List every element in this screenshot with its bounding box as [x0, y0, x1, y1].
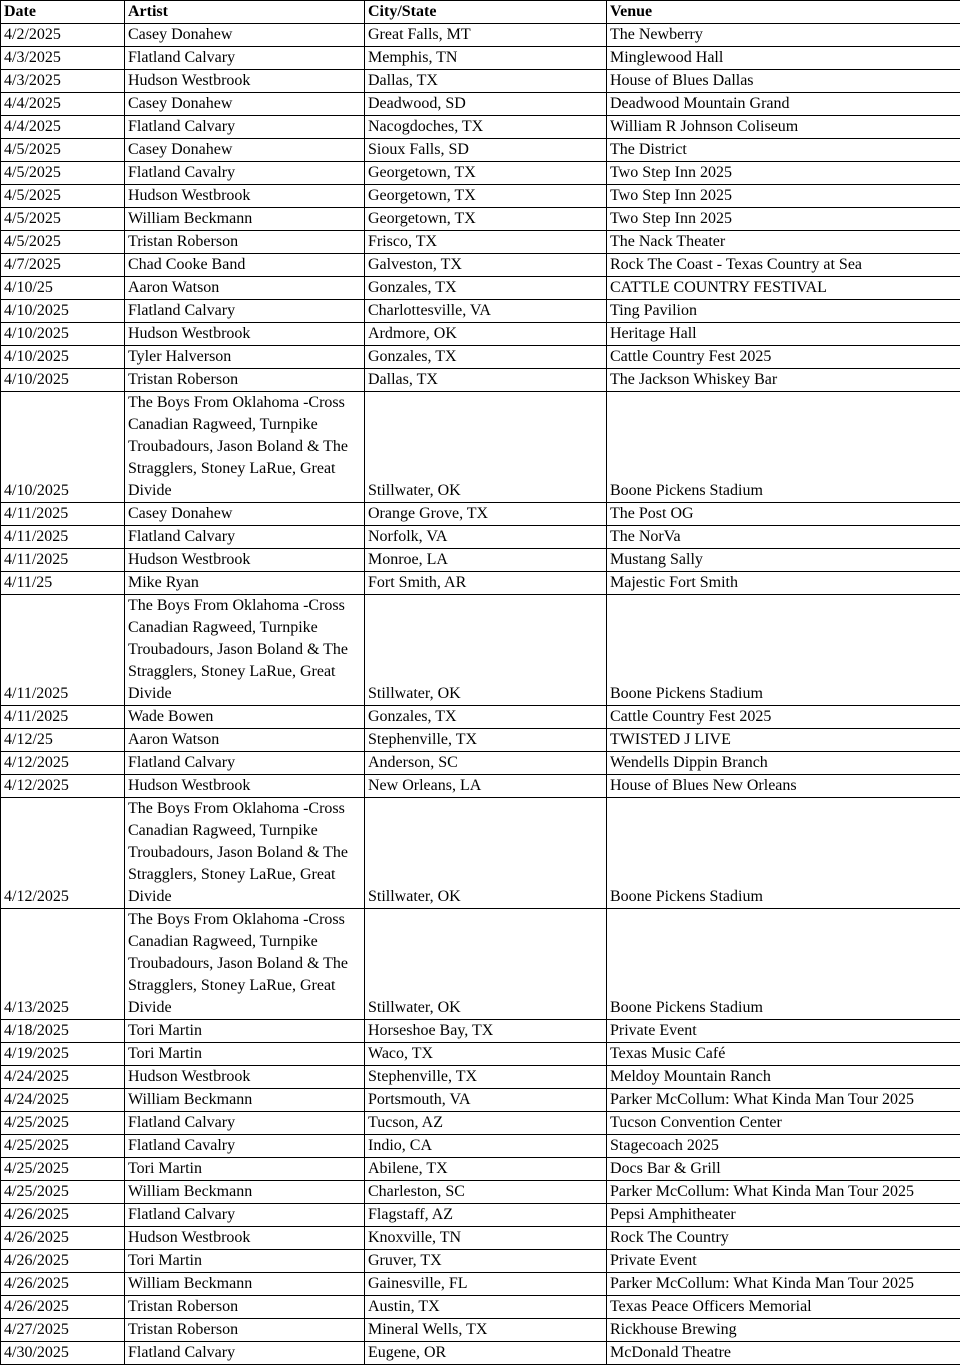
table-row — [1, 1158, 960, 1181]
cell-city-state: Indio, CA — [365, 1135, 607, 1158]
cell-date: 4/26/2025 — [1, 1227, 125, 1250]
cell-date: 4/13/2025 — [1, 909, 125, 1020]
cell-city-state: Anderson, SC — [365, 752, 607, 775]
cell-artist: Tristan Roberson — [125, 231, 365, 254]
cell-venue: Boone Pickens Stadium — [607, 909, 960, 1020]
cell-artist: Hudson Westbrook — [125, 1066, 365, 1089]
cell-date: 4/5/2025 — [1, 185, 125, 208]
table-row — [1, 1250, 960, 1273]
table-row — [1, 503, 960, 526]
table-row — [1, 752, 960, 775]
cell-date: 4/3/2025 — [1, 47, 125, 70]
cell-city-state: Gonzales, TX — [365, 346, 607, 369]
table-row — [1, 1066, 960, 1089]
cell-artist: The Boys From Oklahoma -Cross Canadian Ragweed, Turnpike Troubadours, Jason Boland & The Stragglers, Stoney LaRue, Great Divide — [125, 909, 365, 1020]
cell-artist: Tristan Roberson — [125, 1296, 365, 1319]
table-row — [1, 1342, 960, 1365]
table-row — [1, 526, 960, 549]
cell-city-state: Mineral Wells, TX — [365, 1319, 607, 1342]
cell-artist: Flatland Cavalry — [125, 1135, 365, 1158]
cell-city-state: Flagstaff, AZ — [365, 1204, 607, 1227]
cell-artist: The Boys From Oklahoma -Cross Canadian Ragweed, Turnpike Troubadours, Jason Boland & The Stragglers, Stoney LaRue, Great Divide — [125, 798, 365, 909]
table-row — [1, 595, 960, 706]
cell-date: 4/10/25 — [1, 277, 125, 300]
cell-date: 4/25/2025 — [1, 1181, 125, 1204]
cell-venue: Tucson Convention Center — [607, 1112, 960, 1135]
cell-city-state: Eugene, OR — [365, 1342, 607, 1365]
cell-artist: Hudson Westbrook — [125, 1227, 365, 1250]
cell-date: 4/27/2025 — [1, 1319, 125, 1342]
cell-date: 4/25/2025 — [1, 1112, 125, 1135]
table-row — [1, 277, 960, 300]
table-row — [1, 346, 960, 369]
table-row — [1, 1043, 960, 1066]
cell-city-state: Fort Smith, AR — [365, 572, 607, 595]
table-row — [1, 231, 960, 254]
cell-date: 4/12/25 — [1, 729, 125, 752]
header-city-state: City/State — [365, 1, 607, 24]
table-row — [1, 139, 960, 162]
table-row — [1, 47, 960, 70]
cell-venue: Boone Pickens Stadium — [607, 595, 960, 706]
cell-date: 4/12/2025 — [1, 752, 125, 775]
cell-venue: Two Step Inn 2025 — [607, 185, 960, 208]
cell-city-state: Orange Grove, TX — [365, 503, 607, 526]
header-date: Date — [1, 1, 125, 24]
table-row — [1, 70, 960, 93]
cell-artist: Flatland Cavalry — [125, 162, 365, 185]
cell-city-state: Waco, TX — [365, 1043, 607, 1066]
cell-artist: William Beckmann — [125, 1089, 365, 1112]
cell-venue: TWISTED J LIVE — [607, 729, 960, 752]
cell-date: 4/11/25 — [1, 572, 125, 595]
cell-city-state: Memphis, TN — [365, 47, 607, 70]
cell-city-state: Nacogdoches, TX — [365, 116, 607, 139]
cell-city-state: Frisco, TX — [365, 231, 607, 254]
cell-date: 4/4/2025 — [1, 116, 125, 139]
cell-artist: Hudson Westbrook — [125, 323, 365, 346]
table-row — [1, 1319, 960, 1342]
cell-city-state: Stephenville, TX — [365, 729, 607, 752]
cell-venue: The Newberry — [607, 24, 960, 47]
cell-artist: William Beckmann — [125, 1273, 365, 1296]
cell-artist: Mike Ryan — [125, 572, 365, 595]
cell-date: 4/10/2025 — [1, 346, 125, 369]
cell-artist: Tori Martin — [125, 1250, 365, 1273]
cell-date: 4/24/2025 — [1, 1089, 125, 1112]
cell-artist: Aaron Watson — [125, 277, 365, 300]
cell-date: 4/25/2025 — [1, 1135, 125, 1158]
cell-city-state: Dallas, TX — [365, 70, 607, 93]
cell-date: 4/26/2025 — [1, 1204, 125, 1227]
cell-city-state: Knoxville, TN — [365, 1227, 607, 1250]
cell-venue: Parker McCollum: What Kinda Man Tour 2025 — [607, 1089, 960, 1112]
cell-artist: Wade Bowen — [125, 706, 365, 729]
cell-date: 4/26/2025 — [1, 1296, 125, 1319]
cell-venue: Pepsi Amphitheater — [607, 1204, 960, 1227]
cell-city-state: Stillwater, OK — [365, 798, 607, 909]
cell-date: 4/11/2025 — [1, 503, 125, 526]
table-row — [1, 1089, 960, 1112]
table-row — [1, 1135, 960, 1158]
cell-city-state: Great Falls, MT — [365, 24, 607, 47]
cell-city-state: Stillwater, OK — [365, 392, 607, 503]
header-artist: Artist — [125, 1, 365, 24]
cell-date: 4/11/2025 — [1, 706, 125, 729]
cell-date: 4/25/2025 — [1, 1158, 125, 1181]
cell-venue: CATTLE COUNTRY FESTIVAL — [607, 277, 960, 300]
cell-date: 4/7/2025 — [1, 254, 125, 277]
cell-venue: Cattle Country Fest 2025 — [607, 346, 960, 369]
cell-venue: Heritage Hall — [607, 323, 960, 346]
cell-city-state: Dallas, TX — [365, 369, 607, 392]
table-row — [1, 1296, 960, 1319]
cell-date: 4/10/2025 — [1, 392, 125, 503]
cell-artist: The Boys From Oklahoma -Cross Canadian Ragweed, Turnpike Troubadours, Jason Boland & The Stragglers, Stoney LaRue, Great Divide — [125, 595, 365, 706]
table-row — [1, 1273, 960, 1296]
table-row — [1, 729, 960, 752]
cell-city-state: Sioux Falls, SD — [365, 139, 607, 162]
cell-city-state: Horseshoe Bay, TX — [365, 1020, 607, 1043]
cell-date: 4/18/2025 — [1, 1020, 125, 1043]
table-row — [1, 300, 960, 323]
cell-artist: Hudson Westbrook — [125, 775, 365, 798]
cell-date: 4/11/2025 — [1, 549, 125, 572]
cell-venue: The NorVa — [607, 526, 960, 549]
table-row — [1, 798, 960, 909]
cell-venue: Docs Bar & Grill — [607, 1158, 960, 1181]
cell-city-state: New Orleans, LA — [365, 775, 607, 798]
cell-city-state: Abilene, TX — [365, 1158, 607, 1181]
cell-artist: Tyler Halverson — [125, 346, 365, 369]
cell-venue: Parker McCollum: What Kinda Man Tour 2025 — [607, 1181, 960, 1204]
table-row — [1, 572, 960, 595]
cell-artist: Flatland Calvary — [125, 1342, 365, 1365]
cell-artist: Flatland Calvary — [125, 526, 365, 549]
cell-date: 4/11/2025 — [1, 595, 125, 706]
table-row — [1, 369, 960, 392]
cell-city-state: Stephenville, TX — [365, 1066, 607, 1089]
cell-venue: Cattle Country Fest 2025 — [607, 706, 960, 729]
cell-artist: Chad Cooke Band — [125, 254, 365, 277]
cell-city-state: Stillwater, OK — [365, 909, 607, 1020]
cell-venue: Rickhouse Brewing — [607, 1319, 960, 1342]
cell-city-state: Monroe, LA — [365, 549, 607, 572]
cell-city-state: Charlottesville, VA — [365, 300, 607, 323]
cell-date: 4/5/2025 — [1, 231, 125, 254]
table-row — [1, 93, 960, 116]
cell-venue: Meldoy Mountain Ranch — [607, 1066, 960, 1089]
cell-venue: The Post OG — [607, 503, 960, 526]
cell-venue: Minglewood Hall — [607, 47, 960, 70]
cell-date: 4/5/2025 — [1, 139, 125, 162]
cell-city-state: Stillwater, OK — [365, 595, 607, 706]
cell-artist: Hudson Westbrook — [125, 185, 365, 208]
cell-venue: Mustang Sally — [607, 549, 960, 572]
cell-city-state: Gonzales, TX — [365, 706, 607, 729]
cell-artist: Hudson Westbrook — [125, 549, 365, 572]
cell-artist: Tori Martin — [125, 1020, 365, 1043]
cell-date: 4/30/2025 — [1, 1342, 125, 1365]
table-row — [1, 1227, 960, 1250]
cell-city-state: Norfolk, VA — [365, 526, 607, 549]
cell-venue: Ting Pavilion — [607, 300, 960, 323]
cell-venue: Wendells Dippin Branch — [607, 752, 960, 775]
table-row — [1, 254, 960, 277]
cell-city-state: Gonzales, TX — [365, 277, 607, 300]
cell-city-state: Austin, TX — [365, 1296, 607, 1319]
cell-artist: Flatland Calvary — [125, 47, 365, 70]
cell-artist: Tristan Roberson — [125, 369, 365, 392]
header-row — [1, 1, 960, 24]
cell-artist: Aaron Watson — [125, 729, 365, 752]
cell-venue: Two Step Inn 2025 — [607, 162, 960, 185]
cell-venue: Private Event — [607, 1020, 960, 1043]
cell-venue: Stagecoach 2025 — [607, 1135, 960, 1158]
cell-venue: Boone Pickens Stadium — [607, 392, 960, 503]
table-row — [1, 24, 960, 47]
cell-date: 4/26/2025 — [1, 1250, 125, 1273]
cell-date: 4/5/2025 — [1, 208, 125, 231]
header-venue: Venue — [607, 1, 960, 24]
cell-city-state: Ardmore, OK — [365, 323, 607, 346]
cell-venue: Private Event — [607, 1250, 960, 1273]
cell-artist: Casey Donahew — [125, 93, 365, 116]
cell-venue: Rock The Country — [607, 1227, 960, 1250]
cell-city-state: Deadwood, SD — [365, 93, 607, 116]
table-row — [1, 549, 960, 572]
cell-artist: Flatland Calvary — [125, 752, 365, 775]
cell-date: 4/4/2025 — [1, 93, 125, 116]
cell-venue: The Jackson Whiskey Bar — [607, 369, 960, 392]
table-row — [1, 1020, 960, 1043]
cell-date: 4/10/2025 — [1, 300, 125, 323]
cell-artist: Flatland Calvary — [125, 300, 365, 323]
cell-artist: Flatland Calvary — [125, 1112, 365, 1135]
cell-city-state: Galveston, TX — [365, 254, 607, 277]
cell-artist: Tori Martin — [125, 1043, 365, 1066]
cell-city-state: Gruver, TX — [365, 1250, 607, 1273]
cell-venue: William R Johnson Coliseum — [607, 116, 960, 139]
cell-artist: The Boys From Oklahoma -Cross Canadian Ragweed, Turnpike Troubadours, Jason Boland & The Stragglers, Stoney LaRue, Great Divide — [125, 392, 365, 503]
cell-venue: Deadwood Mountain Grand — [607, 93, 960, 116]
cell-venue: House of Blues Dallas — [607, 70, 960, 93]
cell-date: 4/10/2025 — [1, 323, 125, 346]
cell-venue: Texas Music Café — [607, 1043, 960, 1066]
cell-date: 4/19/2025 — [1, 1043, 125, 1066]
cell-artist: William Beckmann — [125, 1181, 365, 1204]
cell-venue: McDonald Theatre — [607, 1342, 960, 1365]
table-row — [1, 1181, 960, 1204]
table-row — [1, 392, 960, 503]
cell-city-state: Tucson, AZ — [365, 1112, 607, 1135]
cell-city-state: Portsmouth, VA — [365, 1089, 607, 1112]
cell-date: 4/10/2025 — [1, 369, 125, 392]
cell-venue: Parker McCollum: What Kinda Man Tour 2025 — [607, 1273, 960, 1296]
cell-date: 4/24/2025 — [1, 1066, 125, 1089]
cell-artist: Casey Donahew — [125, 503, 365, 526]
cell-venue: Two Step Inn 2025 — [607, 208, 960, 231]
cell-artist: Tristan Roberson — [125, 1319, 365, 1342]
cell-city-state: Gainesville, FL — [365, 1273, 607, 1296]
cell-venue: Rock The Coast - Texas Country at Sea — [607, 254, 960, 277]
table-row — [1, 909, 960, 1020]
cell-date: 4/11/2025 — [1, 526, 125, 549]
table-row — [1, 162, 960, 185]
table-row — [1, 1112, 960, 1135]
cell-venue: The District — [607, 139, 960, 162]
table-row — [1, 775, 960, 798]
cell-date: 4/5/2025 — [1, 162, 125, 185]
cell-venue: Texas Peace Officers Memorial — [607, 1296, 960, 1319]
cell-date: 4/12/2025 — [1, 775, 125, 798]
table-row — [1, 323, 960, 346]
table-row — [1, 116, 960, 139]
cell-venue: Boone Pickens Stadium — [607, 798, 960, 909]
table-row — [1, 1204, 960, 1227]
cell-date: 4/3/2025 — [1, 70, 125, 93]
cell-venue: Majestic Fort Smith — [607, 572, 960, 595]
cell-city-state: Charleston, SC — [365, 1181, 607, 1204]
cell-date: 4/26/2025 — [1, 1273, 125, 1296]
cell-venue: House of Blues New Orleans — [607, 775, 960, 798]
table-row — [1, 185, 960, 208]
cell-artist: Flatland Calvary — [125, 1204, 365, 1227]
cell-date: 4/12/2025 — [1, 798, 125, 909]
cell-artist: Casey Donahew — [125, 139, 365, 162]
cell-artist: Hudson Westbrook — [125, 70, 365, 93]
cell-artist: William Beckmann — [125, 208, 365, 231]
cell-city-state: Georgetown, TX — [365, 185, 607, 208]
cell-city-state: Georgetown, TX — [365, 162, 607, 185]
cell-date: 4/2/2025 — [1, 24, 125, 47]
cell-venue: The Nack Theater — [607, 231, 960, 254]
cell-artist: Flatland Calvary — [125, 116, 365, 139]
cell-city-state: Georgetown, TX — [365, 208, 607, 231]
table-row — [1, 208, 960, 231]
table-row — [1, 706, 960, 729]
cell-artist: Tori Martin — [125, 1158, 365, 1181]
cell-artist: Casey Donahew — [125, 24, 365, 47]
